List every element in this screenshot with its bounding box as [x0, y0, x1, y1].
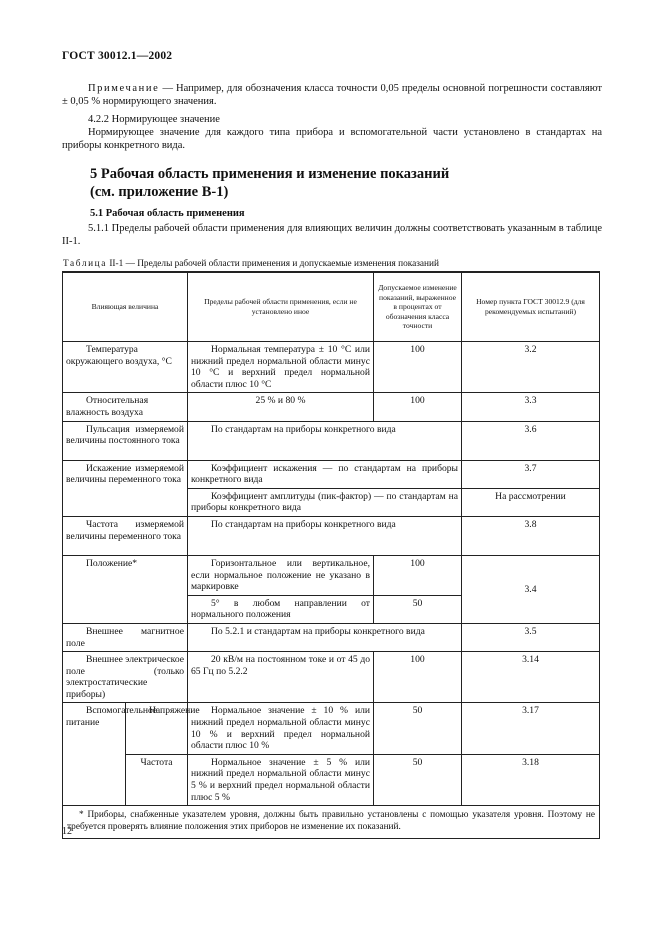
row-magnetic — [63, 623, 600, 651]
header-quantity: Влияющая величина — [63, 272, 188, 342]
position-clause: 3.4 — [462, 555, 600, 623]
note-label: Примечание — [88, 83, 160, 94]
row-temperature — [63, 342, 600, 393]
subsection-5-1-title: 5.1 Рабочая область применения — [90, 208, 245, 219]
table-footnote: * Приборы, снабженные указателем уровня, должны быть правильно установлены с помощью указателя уровня. Поэтому не требуется проверять влияние положения этих приборов не изменение их показаний. — [63, 806, 600, 839]
row-aux-voltage — [63, 703, 600, 754]
humidity-change: 100 — [374, 393, 462, 421]
distortion-clause-b: На рассмотрении — [462, 488, 600, 516]
pulsation-limits: По стандартам на приборы конкретного вида — [188, 421, 462, 460]
position-change-a: 100 — [374, 555, 462, 595]
temperature-limits: Нормальная температура ± 10 °С или нижний предел нормальной области минус 10 °С и верхний предел нормальной области плюс 10 °С — [188, 342, 374, 393]
distortion-clause-a: 3.7 — [462, 460, 600, 488]
electric-change: 100 — [374, 652, 462, 703]
distortion-limits-a: Коэффициент искажения — по стандартам на приборы конкретного вида — [188, 460, 462, 488]
position-limits-a: Горизонтальное или вертикальное, если нормальное положение не указано в маркировке — [188, 555, 374, 595]
row-electric — [63, 652, 600, 703]
aux-voltage-change: 50 — [374, 703, 462, 754]
humidity-quantity: Относительная влажность воздуха — [63, 393, 188, 421]
row-footnote — [63, 806, 600, 839]
electric-limits: 20 кВ/м на постоянном токе и от 45 до 65 Гц по 5.2.2 — [188, 652, 374, 703]
magnetic-limits: По 5.2.1 и стандартам на приборы конкретного вида — [188, 623, 462, 651]
pulsation-quantity: Пульсация измеряемой величины постоянного тока — [63, 421, 188, 460]
position-change-b: 50 — [374, 595, 462, 623]
aux-voltage-quantity: Напряжение — [126, 703, 188, 754]
position-quantity: Положение* — [63, 555, 188, 623]
row-pulsation — [63, 421, 600, 460]
electric-quantity: Внешнее электрическое поле (только электростатические приборы) — [63, 652, 188, 703]
clause-4-2-2-heading: 4.2.2 Нормирующее значение — [88, 114, 220, 125]
table-caption — [63, 259, 439, 269]
section-5-title-line1: 5 Рабочая область применения и изменение показаний — [90, 166, 450, 182]
header-change: Допускаемое изменение показаний, выраженное в процентах от обозначения класса точности — [374, 272, 462, 342]
row-aux-frequency — [63, 754, 600, 805]
section-5-title-line2: (см. приложение В-1) — [90, 183, 229, 200]
temperature-quantity: Температура окружающего воздуха, °С — [63, 342, 188, 393]
magnetic-quantity: Внешнее магнитное поле — [63, 623, 188, 651]
frequency-limits: По стандартам на приборы конкретного вида — [188, 516, 462, 555]
aux-frequency-clause: 3.18 — [462, 754, 600, 805]
row-frequency — [63, 516, 600, 555]
clause-5-1-1-text: 5.1.1 Пределы рабочей области применения для влияющих величин должны соответствовать указанным в таблице II-1. — [62, 223, 602, 248]
row-position-a — [63, 555, 600, 595]
distortion-limits-b: Коэффициент амплитуды (пик-фактор) — по стандартам на приборы конкретного вида — [188, 488, 462, 516]
table-header-row — [63, 272, 600, 342]
aux-voltage-limits: Нормальное значение ± 10 % или нижний предел нормальной области минус 10 % и верхний предел нормальной области плюс 10 % — [188, 703, 374, 754]
note-text: — Например, для обозначения класса точности 0,05 пределы основной погрешности составляют ± 0,05 % нормирующего значения. — [62, 83, 602, 108]
table-caption-label: Таблица — [63, 259, 107, 269]
position-limits-b: 5° в любом направлении от нормального положения — [188, 595, 374, 623]
aux-frequency-limits: Нормальное значение ± 5 % или нижний предел нормальной области минус 5 % и верхний предел нормальной области плюс 5 % — [188, 754, 374, 805]
electric-clause: 3.14 — [462, 652, 600, 703]
header-clause: Номер пункта ГОСТ 30012.9 (для рекомендуемых испытаний) — [462, 272, 600, 342]
pulsation-clause: 3.6 — [462, 421, 600, 460]
note-paragraph — [62, 82, 602, 108]
document-header: ГОСТ 30012.1—2002 — [62, 50, 173, 62]
humidity-limits: 25 % и 80 % — [188, 393, 374, 421]
header-limits: Пределы рабочей области применения, если не установлено иное — [188, 272, 374, 342]
page-number: 12 — [62, 826, 72, 837]
frequency-quantity: Частота измеряемой величины переменного тока — [63, 516, 188, 555]
aux-supply-group: Вспомогательное питание — [63, 703, 126, 806]
row-distortion-a — [63, 460, 600, 488]
aux-frequency-quantity: Частота — [126, 754, 188, 805]
aux-voltage-clause: 3.17 — [462, 703, 600, 754]
section-5-title — [90, 166, 449, 201]
frequency-clause: 3.8 — [462, 516, 600, 555]
magnetic-clause: 3.5 — [462, 623, 600, 651]
temperature-change: 100 — [374, 342, 462, 393]
limits-table — [62, 271, 600, 839]
clause-4-2-2-text: Нормирующее значение для каждого типа прибора и вспомогательной части установлено в стандартах на приборы конкретного вида. — [62, 127, 602, 152]
aux-frequency-change: 50 — [374, 754, 462, 805]
distortion-quantity: Искажение измеряемой величины переменного тока — [63, 460, 188, 516]
table-caption-text: II-1 — Пределы рабочей области применения и допускаемые изменения показаний — [107, 259, 439, 269]
humidity-clause: 3.3 — [462, 393, 600, 421]
row-humidity — [63, 393, 600, 421]
temperature-clause: 3.2 — [462, 342, 600, 393]
